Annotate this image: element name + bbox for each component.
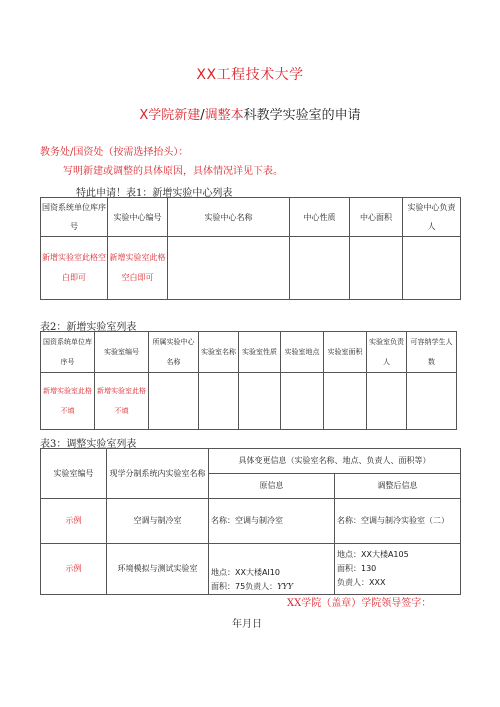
table-cell[interactable] — [149, 373, 199, 430]
table-header: 实验中心负责人 — [403, 198, 461, 237]
table-cell[interactable] — [335, 544, 461, 595]
table-cell[interactable]: 空调与制冷室 — [107, 499, 209, 544]
table-cell[interactable]: 新增实验室此格不填 — [41, 373, 95, 430]
table-cell[interactable] — [239, 373, 281, 430]
university-title: XX工程技术大学 — [196, 67, 304, 83]
orig-area-manager: 面积：75负责人：YYY — [211, 582, 294, 591]
table-cell[interactable] — [407, 373, 457, 430]
table-cell[interactable] — [281, 373, 324, 430]
table-header-row — [41, 332, 457, 373]
title-new: 新建 — [174, 108, 201, 123]
table-cell[interactable]: 名称：空调与制冷实验室（二） — [335, 499, 461, 544]
table2-caption: 表2：新增实验室列表 — [40, 322, 137, 333]
new-area: 面积：130 — [337, 564, 377, 573]
table-header: 现学分制系统内实验室名称 — [107, 449, 209, 499]
table-cell[interactable] — [403, 237, 461, 300]
new-lab-table — [40, 331, 457, 430]
new-manager: 负责人：XXX — [337, 578, 386, 587]
intro-text: 写明新建或调整的具体原因，具体情况详见下表。 — [63, 166, 283, 177]
title-slash: / — [200, 108, 205, 123]
title-rest: 科教学实验室的申请 — [243, 108, 361, 123]
table-cell[interactable]: 环境模拟与测试实验室 — [107, 544, 209, 595]
adjust-lab-table — [40, 448, 461, 595]
orig-manager-name: YYY — [277, 582, 294, 591]
table1-caption: 特此申请！表1：新增实验中心列表 — [76, 188, 233, 199]
date-line: 年月日 — [232, 619, 262, 630]
new-center-table — [40, 197, 461, 300]
table-row — [41, 237, 461, 300]
table-header: 所属实验中心名称 — [149, 332, 199, 373]
application-title — [0, 104, 500, 123]
table-header: 原信息 — [209, 474, 335, 499]
table-cell[interactable] — [209, 544, 335, 595]
table-header: 中心面积 — [350, 198, 403, 237]
table-header: 实验室性质 — [239, 332, 281, 373]
table-cell[interactable] — [324, 373, 367, 430]
table-cell[interactable] — [290, 237, 350, 300]
table-header: 实验室编号 — [95, 332, 149, 373]
table-header: 实验室地点 — [281, 332, 324, 373]
table-header: 中心性质 — [290, 198, 350, 237]
addressee: 教务处/国资处（按需选择抬头）： — [40, 147, 189, 158]
table-cell[interactable] — [168, 237, 290, 300]
table-cell[interactable]: 示例 — [41, 499, 107, 544]
orig-location: 地点：XX大楼AI10 — [211, 568, 280, 577]
table-header: 实验室面积 — [324, 332, 367, 373]
table-header: 国资系统单位库序号 — [41, 332, 95, 373]
table-header: 调整后信息 — [335, 474, 461, 499]
table3-caption: 表3：调整实验室列表 — [40, 439, 137, 450]
table-header: 实验中心编号 — [108, 198, 168, 237]
table-cell[interactable]: 示例 — [41, 544, 107, 595]
table-cell[interactable]: 名称：空调与制冷室 — [209, 499, 335, 544]
table-header: 实验中心名称 — [168, 198, 290, 237]
table-cell[interactable]: 新增实验室此格不填 — [95, 373, 149, 430]
table-header: 实验室编号 — [41, 449, 107, 499]
table-cell[interactable] — [199, 373, 239, 430]
table-cell[interactable]: 新增实验室此格空白即可 — [41, 237, 108, 300]
table-row — [41, 373, 457, 430]
college-signature-line: XX学院（盖章）学院领导签字： — [287, 598, 432, 609]
table-header: 具体变更信息（实验室名称、地点、负责人、面积等） — [209, 449, 461, 474]
table-cell[interactable] — [367, 373, 407, 430]
title-adjust: 调整本 — [204, 108, 244, 123]
table-header: 实验室名称 — [199, 332, 239, 373]
table-header-row — [41, 198, 461, 237]
table-cell[interactable]: 新增实验室此格空白即可 — [108, 237, 168, 300]
table-header: 实验室负责人 — [367, 332, 407, 373]
table-header: 国资系统单位库序号 — [41, 198, 108, 237]
table-row — [41, 499, 461, 544]
table-row — [41, 544, 461, 595]
table-header: 可容纳学生人数 — [407, 332, 457, 373]
table-header-row — [41, 449, 461, 474]
new-location: 地点：XX大楼A105 — [337, 550, 409, 559]
table-cell[interactable] — [350, 237, 403, 300]
title-college: X学院 — [139, 108, 175, 123]
